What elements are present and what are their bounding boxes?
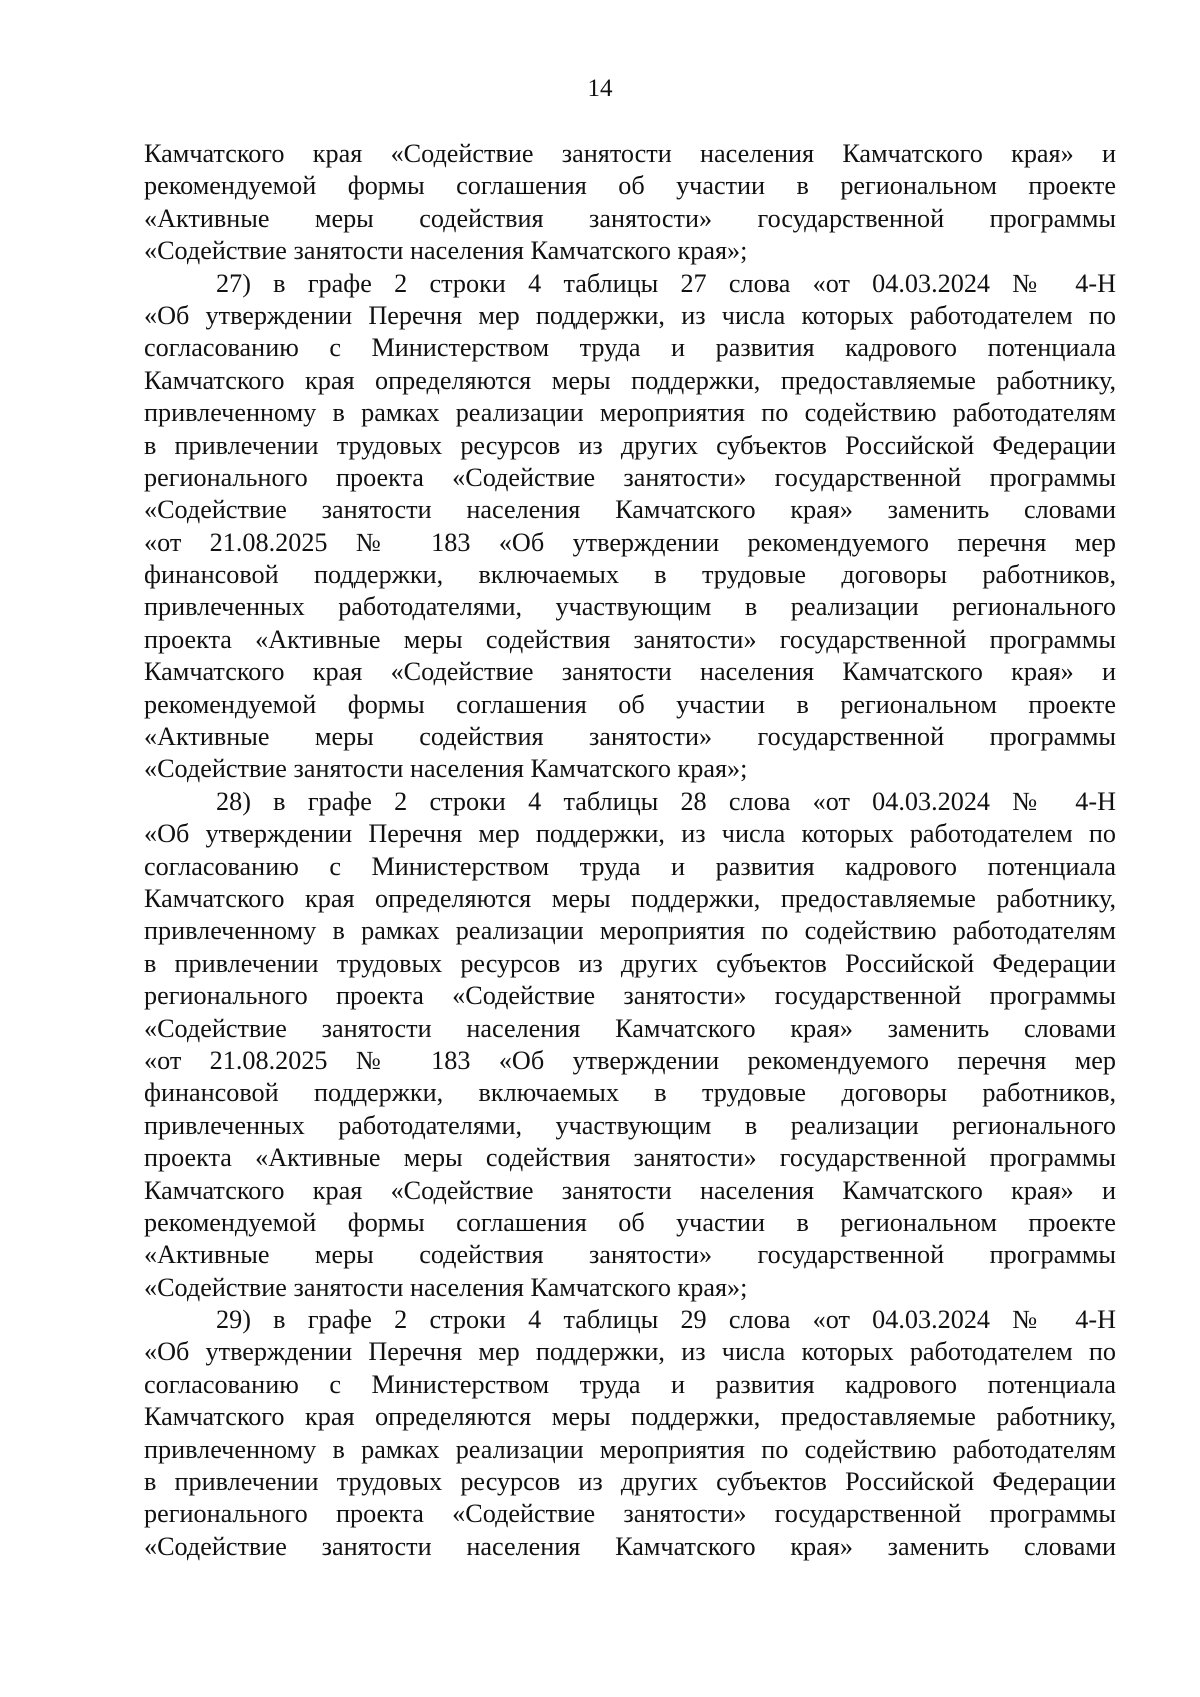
text-line: привлеченному в рамках реализации мероприятия по содействию работодателям [144,398,1116,428]
text-line: «Содействие занятости населения Камчатского края»; [144,754,748,784]
text-line: «Содействие занятости населения Камчатского края» заменить словами [144,495,1116,525]
text-line: 27) в графе 2 строки 4 таблицы 27 слова «от 04.03.2024 № 4-Н [216,268,1116,298]
text-line: Камчатского края определяются меры поддержки, предоставляемые работнику, [144,883,1116,913]
text-line: «Содействие занятости населения Камчатского края»; [144,236,748,266]
text-line: согласованию с Министерством труда и развития кадрового потенциала [144,333,1116,363]
text-line: согласованию с Министерством труда и развития кадрового потенциала [144,851,1116,881]
text-line: Камчатского края «Содействие занятости населения Камчатского края» и [144,139,1116,168]
text-line: «Об утверждении Перечня мер поддержки, из числа которых работодателем по [144,1337,1116,1367]
text-line: рекомендуемой формы соглашения об участии в региональном проекте [144,171,1116,201]
text-line: привлеченных работодателями, участвующим в реализации регионального [144,592,1116,622]
text-line: «от 21.08.2025 № 183 «Об утверждении рекомендуемого перечня мер [144,527,1116,557]
text-line: «Активные меры содействия занятости» государственной программы [144,722,1116,752]
text-line: привлеченных работодателями, участвующим в реализации регионального [144,1110,1116,1140]
text-line: финансовой поддержки, включаемых в трудовые договоры работников, [144,1078,1116,1108]
text-line: согласованию с Министерством труда и развития кадрового потенциала [144,1369,1116,1399]
text-line: Камчатского края определяются меры поддержки, предоставляемые работнику, [144,1402,1116,1432]
text-line: регионального проекта «Содействие занятости» государственной программы [144,981,1116,1011]
text-line: «Об утверждении Перечня мер поддержки, из числа которых работодателем по [144,300,1116,330]
text-line: проекта «Активные меры содействия занятости» государственной программы [144,624,1116,654]
text-line: 28) в графе 2 строки 4 таблицы 28 слова «от 04.03.2024 № 4-Н [216,786,1116,816]
text-line: «Содействие занятости населения Камчатского края» заменить словами [144,1013,1116,1043]
text-line: привлеченному в рамках реализации мероприятия по содействию работодателям [144,916,1116,946]
text-line: «от 21.08.2025 № 183 «Об утверждении рекомендуемого перечня мер [144,1045,1116,1075]
text-line: регионального проекта «Содействие занятости» государственной программы [144,1499,1116,1529]
text-line: в привлечении трудовых ресурсов из других субъектов Российской Федерации [144,1467,1116,1497]
text-line: «Активные меры содействия занятости» государственной программы [144,203,1116,233]
text-line: Камчатского края определяются меры поддержки, предоставляемые работнику, [144,365,1116,395]
text-line: 29) в графе 2 строки 4 таблицы 29 слова «от 04.03.2024 № 4-Н [216,1305,1116,1335]
text-line: рекомендуемой формы соглашения об участии в региональном проекте [144,1207,1116,1237]
text-line: «Содействие занятости населения Камчатского края»; [144,1272,748,1302]
text-line: «Об утверждении Перечня мер поддержки, из числа которых работодателем по [144,819,1116,849]
document-body [144,138,1116,1563]
text-line: проекта «Активные меры содействия занятости» государственной программы [144,1143,1116,1173]
text-line: рекомендуемой формы соглашения об участии в региональном проекте [144,689,1116,719]
text-line: привлеченному в рамках реализации мероприятия по содействию работодателям [144,1434,1116,1464]
text-line: в привлечении трудовых ресурсов из других субъектов Российской Федерации [144,430,1116,460]
text-line: «Содействие занятости населения Камчатского края» заменить словами [144,1531,1116,1561]
text-line: финансовой поддержки, включаемых в трудовые договоры работников, [144,560,1116,590]
text-line: Камчатского края «Содействие занятости населения Камчатского края» и [144,657,1116,687]
page-number: 14 [587,75,613,102]
text-line: регионального проекта «Содействие занятости» государственной программы [144,462,1116,492]
text-line: Камчатского края «Содействие занятости населения Камчатского края» и [144,1175,1116,1205]
text-line: «Активные меры содействия занятости» государственной программы [144,1240,1116,1270]
text-line: в привлечении трудовых ресурсов из других субъектов Российской Федерации [144,948,1116,978]
